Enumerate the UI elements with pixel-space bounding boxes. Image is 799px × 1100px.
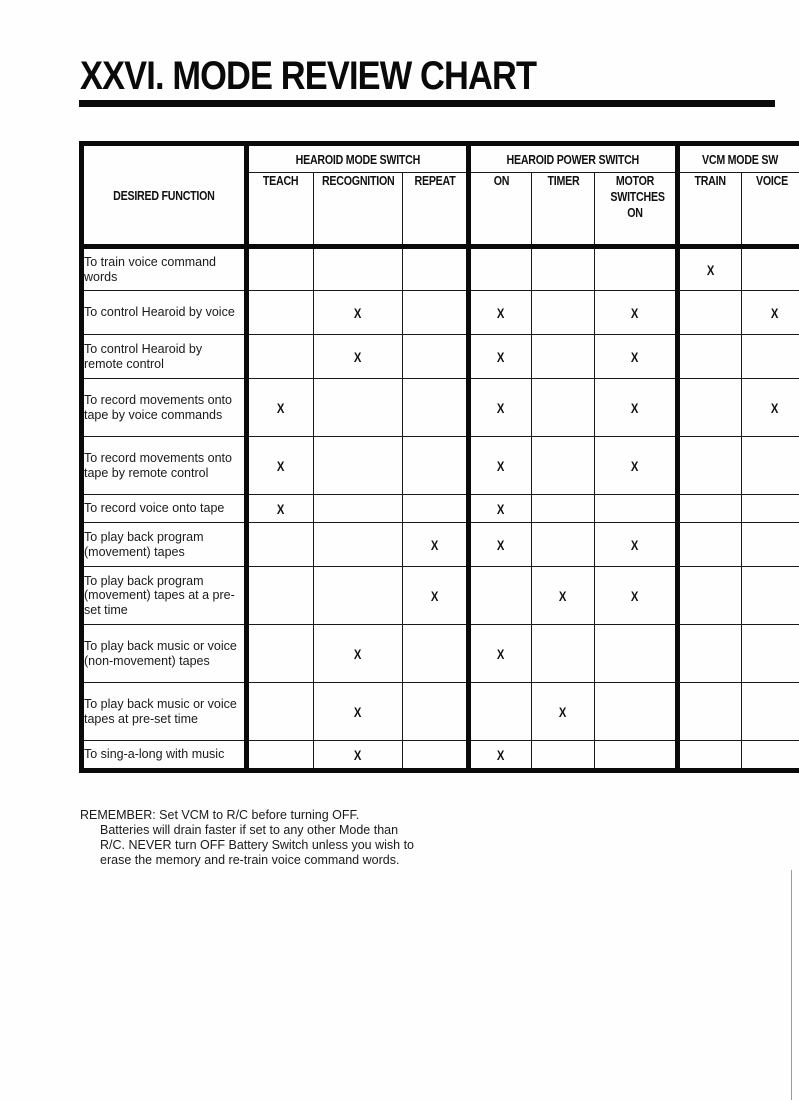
mark-cell-train <box>678 567 742 625</box>
mark-cell-timer <box>532 247 595 291</box>
mark-cell-timer <box>532 495 595 523</box>
mark-cell-on <box>469 741 532 771</box>
mark-cell-voice <box>742 247 799 291</box>
x-mark: X <box>559 587 567 604</box>
mark-cell-on <box>469 437 532 495</box>
mark-cell-voice <box>742 567 799 625</box>
x-mark: X <box>430 536 439 553</box>
x-mark: X <box>631 348 639 365</box>
x-mark: X <box>277 399 285 416</box>
mark-cell-train <box>678 683 742 741</box>
mark-cell-recognition <box>314 247 403 291</box>
mark-cell-teach <box>247 437 314 495</box>
x-mark: X <box>706 261 715 278</box>
column-header-timer <box>532 173 595 247</box>
mark-cell-repeat <box>403 247 469 291</box>
desired-function-cell: To record movements onto tape by voice commands <box>82 379 247 437</box>
mark-cell-train <box>678 625 742 683</box>
table-row <box>82 291 799 335</box>
mark-cell-repeat <box>403 437 469 495</box>
x-mark: X <box>430 587 439 604</box>
title-underline-rule <box>79 100 775 107</box>
desired-function-cell: To play back program (movement) tapes <box>82 523 247 567</box>
mark-cell-motor-switches-on <box>595 523 678 567</box>
desired-function-cell: To record movements onto tape by remote control <box>82 437 247 495</box>
mark-cell-timer <box>532 625 595 683</box>
x-mark: X <box>770 399 779 416</box>
mode-table-body <box>82 247 799 771</box>
mark-cell-timer <box>532 523 595 567</box>
reminder-first-line: REMEMBER: Set VCM to R/C before turning OFF. <box>80 808 360 822</box>
mark-cell-teach <box>247 291 314 335</box>
mark-cell-motor-switches-on <box>595 379 678 437</box>
column-header-repeat <box>403 173 469 247</box>
x-mark: X <box>354 703 362 720</box>
mark-cell-recognition <box>314 495 403 523</box>
mark-cell-recognition <box>314 437 403 495</box>
x-mark: X <box>497 457 505 474</box>
column-label: TEACH <box>263 173 299 188</box>
column-label: TRAIN <box>694 173 727 188</box>
x-mark: X <box>497 645 505 662</box>
mark-cell-recognition <box>314 741 403 771</box>
mark-cell-on <box>469 291 532 335</box>
column-label: VOICE <box>756 173 788 188</box>
desired-function-cell: To sing-a-long with music <box>82 741 247 771</box>
mark-cell-on <box>469 683 532 741</box>
mark-cell-recognition <box>314 523 403 567</box>
desired-function-cell: To play back music or voice tapes at pre-set time <box>82 683 247 741</box>
table-row <box>82 567 799 625</box>
mark-cell-voice <box>742 683 799 741</box>
column-header-recognition <box>314 173 403 247</box>
group-label: HEAROID MODE SWITCH <box>295 151 420 167</box>
mark-cell-voice <box>742 291 799 335</box>
x-mark: X <box>354 348 362 365</box>
group-label: HEAROID POWER SWITCH <box>506 151 640 167</box>
mark-cell-timer <box>532 437 595 495</box>
page-title: XXVI. MODE REVIEW CHART <box>80 54 537 98</box>
x-mark: X <box>497 536 505 553</box>
x-mark: X <box>277 457 285 474</box>
table-row <box>82 379 799 437</box>
mark-cell-teach <box>247 495 314 523</box>
column-label: RECOGNITION <box>321 173 395 188</box>
mark-cell-voice <box>742 437 799 495</box>
mark-cell-train <box>678 247 742 291</box>
mark-cell-motor-switches-on <box>595 625 678 683</box>
column-header-voice <box>742 173 799 247</box>
mark-cell-voice <box>742 379 799 437</box>
mark-cell-motor-switches-on <box>595 567 678 625</box>
mode-review-table <box>79 141 799 773</box>
mark-cell-recognition <box>314 335 403 379</box>
header-group-row <box>82 144 799 173</box>
mark-cell-train <box>678 291 742 335</box>
mark-cell-motor-switches-on <box>595 683 678 741</box>
x-mark: X <box>559 703 567 720</box>
mark-cell-motor-switches-on <box>595 495 678 523</box>
mark-cell-voice <box>742 495 799 523</box>
mark-cell-voice <box>742 335 799 379</box>
x-mark: X <box>497 746 505 763</box>
mark-cell-on <box>469 495 532 523</box>
x-mark: X <box>354 746 362 763</box>
table-row <box>82 683 799 741</box>
mark-cell-repeat <box>403 379 469 437</box>
mark-cell-repeat <box>403 335 469 379</box>
mark-cell-train <box>678 741 742 771</box>
mark-cell-teach <box>247 523 314 567</box>
mark-cell-timer <box>532 379 595 437</box>
column-label: ON <box>493 173 509 188</box>
mark-cell-motor-switches-on <box>595 437 678 495</box>
mark-cell-motor-switches-on <box>595 741 678 771</box>
group-header-hearoid-power-switch <box>469 144 678 173</box>
mark-cell-recognition <box>314 683 403 741</box>
mark-cell-teach <box>247 379 314 437</box>
x-mark: X <box>497 348 505 365</box>
desired-function-header <box>82 144 247 247</box>
group-label: VCM MODE SW <box>702 151 779 167</box>
table-row <box>82 437 799 495</box>
mark-cell-timer <box>532 683 595 741</box>
mode-review-chart <box>79 141 799 771</box>
x-mark: X <box>497 304 505 321</box>
column-label: MOTOR SWITCHES ON <box>610 173 665 220</box>
mark-cell-motor-switches-on <box>595 291 678 335</box>
x-mark: X <box>631 399 639 416</box>
mark-cell-repeat <box>403 523 469 567</box>
column-header-on <box>469 173 532 247</box>
mark-cell-motor-switches-on <box>595 335 678 379</box>
column-label: REPEAT <box>414 173 455 188</box>
x-mark: X <box>497 399 505 416</box>
x-mark: X <box>631 536 639 553</box>
scan-edge-line <box>791 870 792 1100</box>
table-row <box>82 741 799 771</box>
x-mark: X <box>277 500 285 517</box>
mark-cell-train <box>678 379 742 437</box>
mark-cell-teach <box>247 625 314 683</box>
desired-function-cell: To control Hearoid by remote control <box>82 335 247 379</box>
table-row <box>82 495 799 523</box>
mark-cell-recognition <box>314 625 403 683</box>
mark-cell-repeat <box>403 567 469 625</box>
table-row <box>82 335 799 379</box>
desired-function-cell: To play back program (movement) tapes at a pre-set time <box>82 567 247 625</box>
desired-function-cell: To control Hearoid by voice <box>82 291 247 335</box>
column-header-teach <box>247 173 314 247</box>
mark-cell-repeat <box>403 291 469 335</box>
mark-cell-timer <box>532 741 595 771</box>
mark-cell-timer <box>532 335 595 379</box>
desired-function-cell: To play back music or voice (non-movement) tapes <box>82 625 247 683</box>
mark-cell-repeat <box>403 495 469 523</box>
column-label: TIMER <box>547 173 579 188</box>
x-mark: X <box>354 304 362 321</box>
mark-cell-timer <box>532 291 595 335</box>
x-mark: X <box>631 304 639 321</box>
x-mark: X <box>631 587 639 604</box>
mark-cell-repeat <box>403 625 469 683</box>
x-mark: X <box>354 645 362 662</box>
mark-cell-on <box>469 625 532 683</box>
mark-cell-repeat <box>403 683 469 741</box>
mark-cell-train <box>678 437 742 495</box>
group-header-vcm-mode-switch <box>678 144 799 173</box>
reminder-body: Batteries will drain faster if set to any other Mode than R/C. NEVER turn OFF Battery Switch unless you wish to erase the memory and re-train voice command words. <box>100 823 414 867</box>
column-header-motor-switches-on <box>595 173 678 247</box>
mark-cell-train <box>678 335 742 379</box>
mark-cell-motor-switches-on <box>595 247 678 291</box>
x-mark: X <box>631 457 639 474</box>
desired-function-cell: To record voice onto tape <box>82 495 247 523</box>
mark-cell-on <box>469 523 532 567</box>
mark-cell-train <box>678 523 742 567</box>
mark-cell-recognition <box>314 379 403 437</box>
mark-cell-teach <box>247 683 314 741</box>
mark-cell-teach <box>247 335 314 379</box>
column-header-train <box>678 173 742 247</box>
desired-function-header-label: DESIRED FUNCTION <box>113 187 215 203</box>
mark-cell-train <box>678 495 742 523</box>
mark-cell-voice <box>742 523 799 567</box>
group-header-hearoid-mode-switch <box>247 144 469 173</box>
x-mark: X <box>497 500 505 517</box>
table-row <box>82 625 799 683</box>
mark-cell-on <box>469 379 532 437</box>
mark-cell-on <box>469 335 532 379</box>
reminder-note <box>80 808 420 868</box>
mark-cell-teach <box>247 741 314 771</box>
mark-cell-voice <box>742 625 799 683</box>
mark-cell-on <box>469 247 532 291</box>
mark-cell-repeat <box>403 741 469 771</box>
desired-function-cell: To train voice command words <box>82 247 247 291</box>
mark-cell-voice <box>742 741 799 771</box>
table-row <box>82 247 799 291</box>
x-mark: X <box>770 304 779 321</box>
mark-cell-teach <box>247 247 314 291</box>
mark-cell-recognition <box>314 567 403 625</box>
table-row <box>82 523 799 567</box>
mark-cell-timer <box>532 567 595 625</box>
mark-cell-on <box>469 567 532 625</box>
mark-cell-teach <box>247 567 314 625</box>
mark-cell-recognition <box>314 291 403 335</box>
